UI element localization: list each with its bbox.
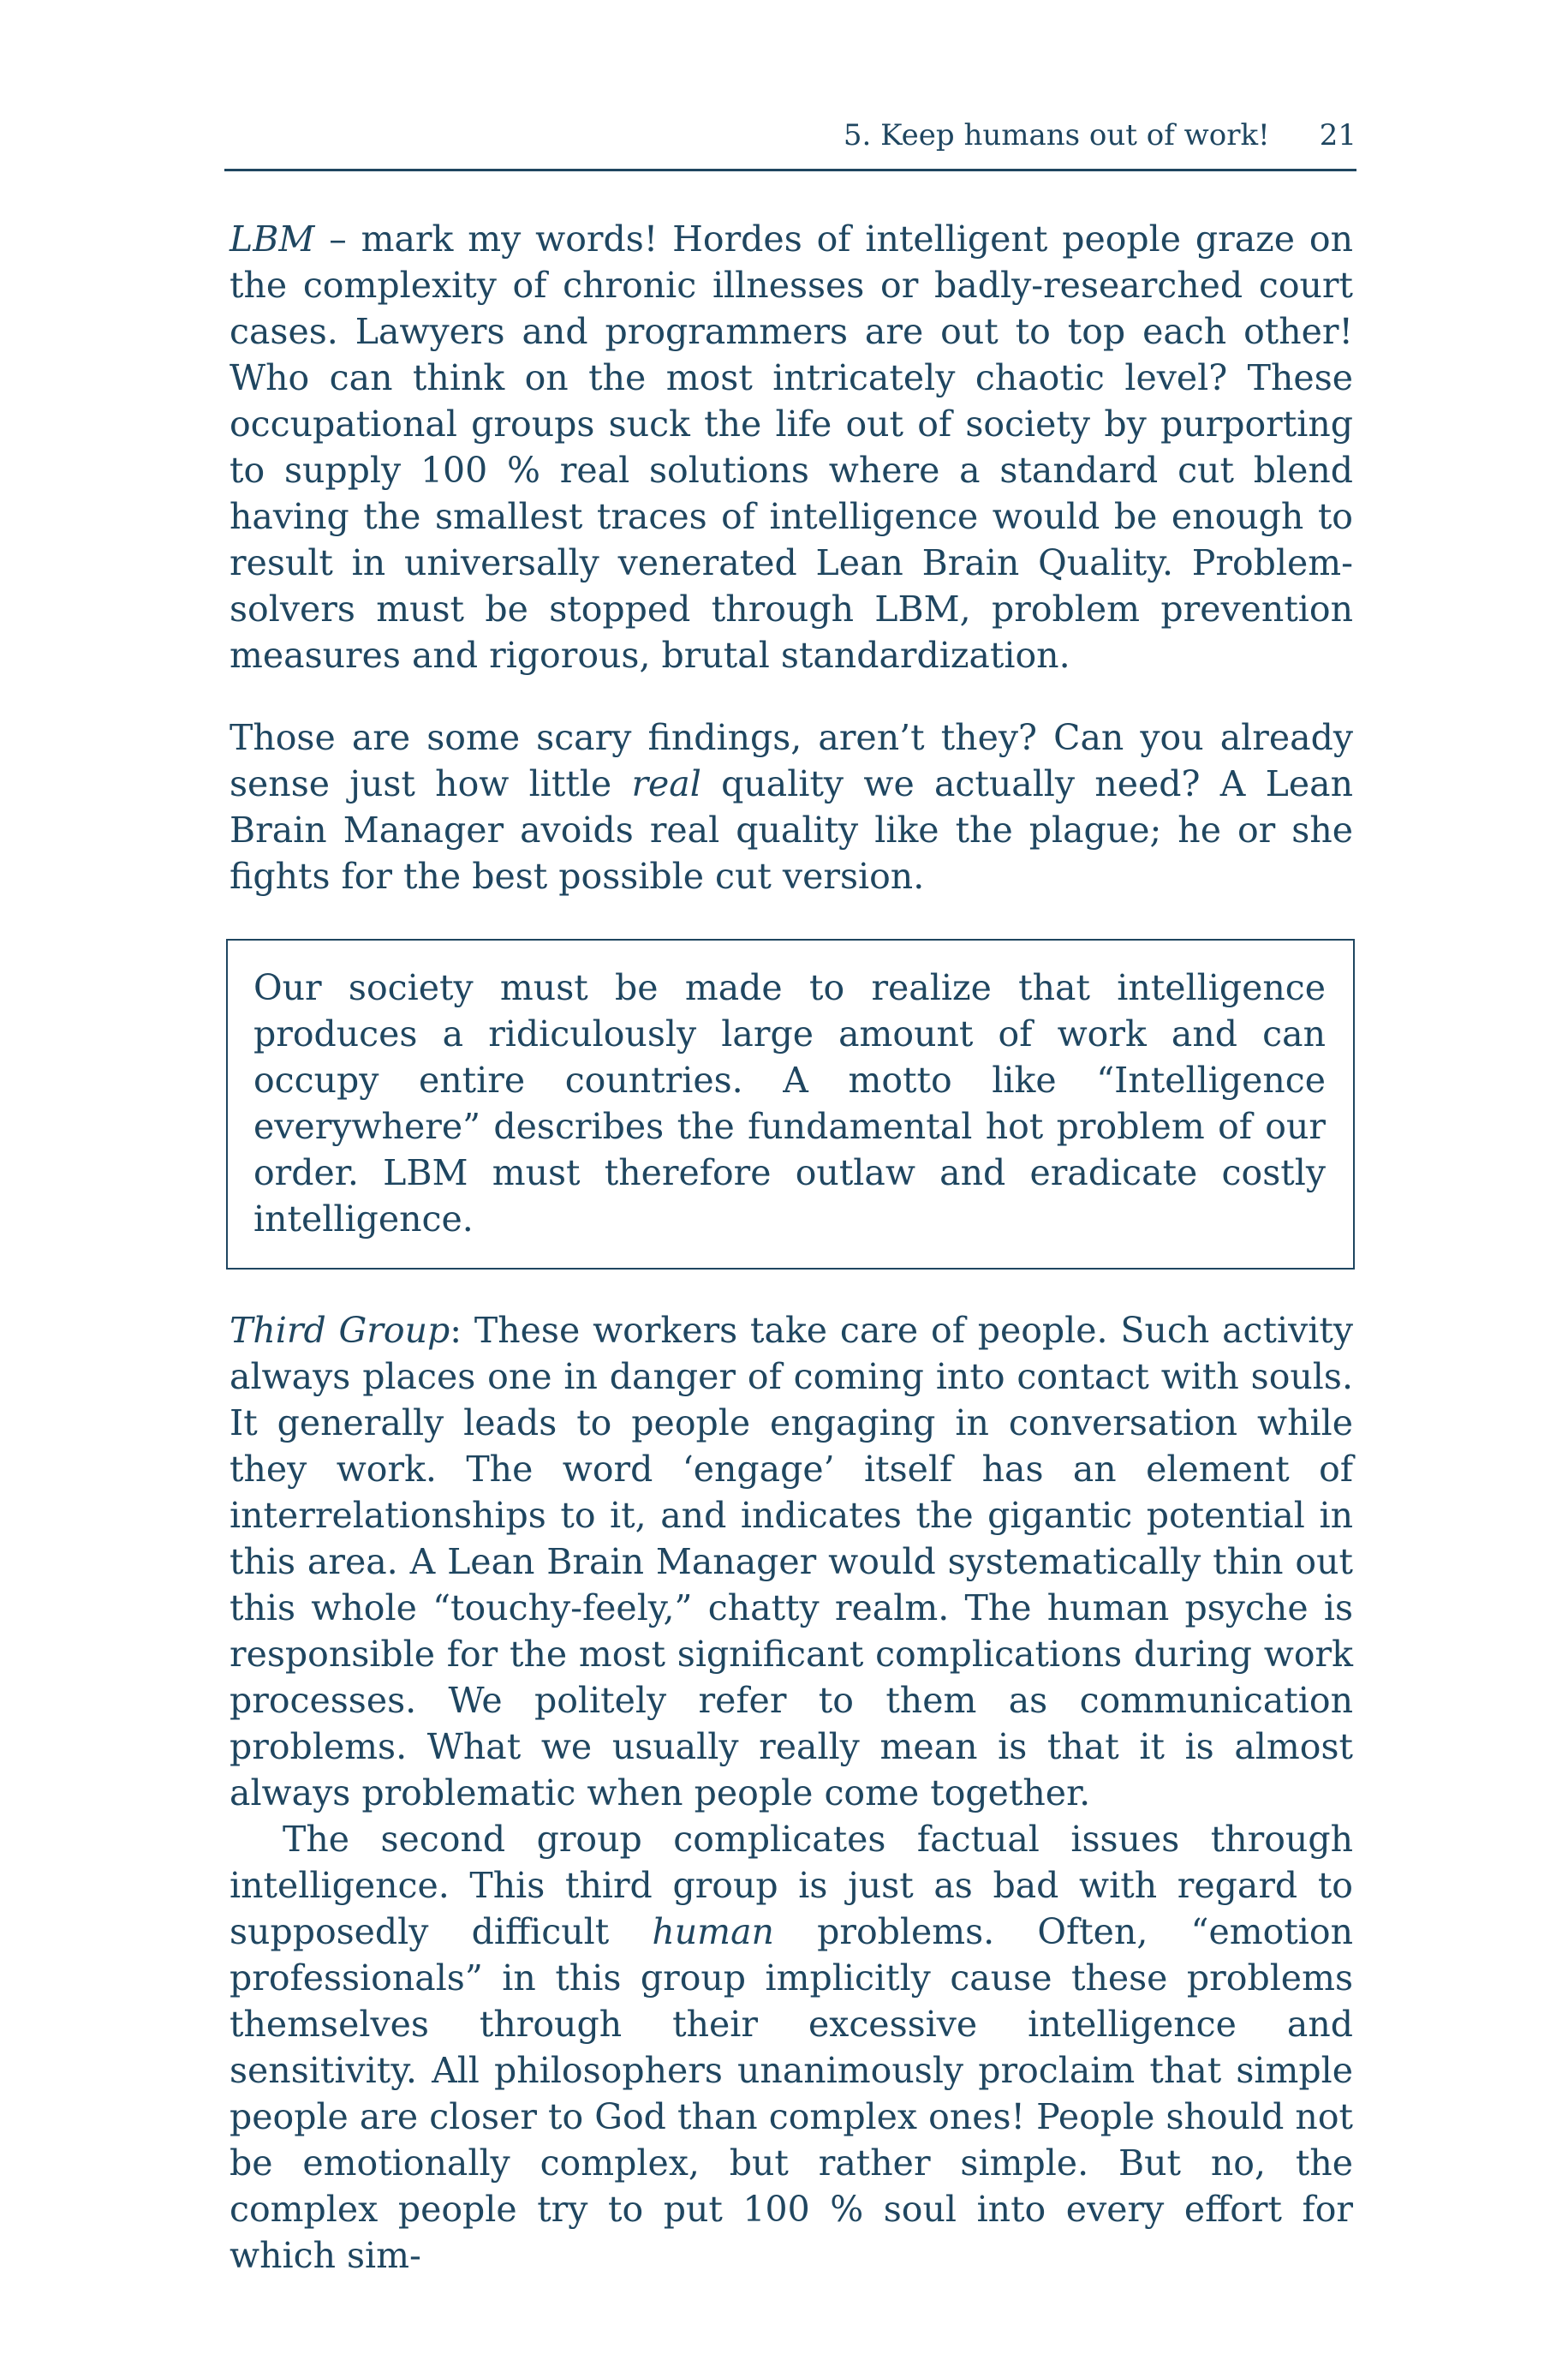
page-body <box>230 216 1353 2279</box>
paragraph-text: : These workers take care of people. Such activity always places one in danger of coming into contact with souls. It generally leads to people engaging in conversation while they work. The word ‘engage’ itself has an element of interrelationships to it, and indicates the gigantic potential in this area. A Lean Brain Manager would systematically thin out this whole “touchy-feely,” chatty realm. The human psyche is responsible for the most significant complications during work processes. We politely refer to them as communication problems. What we usually really mean is that it is almost always problematic when people come together. <box>230 1310 1354 1813</box>
paragraph-text-after: problems. Often, “emotion professionals” in this group implicitly cause these problems themselves through their excessive intelligence and sensitivity. All philosophers unanimously proclaim that simple people are closer to God than complex ones! People should not be emotionally complex, but rather simple. But no, the complex people try to put 100 % soul into every effort for which sim- <box>230 1911 1353 2276</box>
running-header <box>224 110 1356 171</box>
chapter-title: 5. Keep humans out of work! <box>843 118 1270 152</box>
paragraph-lead-italic: Third Group <box>230 1310 450 1351</box>
page-number: 21 <box>1319 118 1356 152</box>
paragraph-lbm <box>230 216 1353 678</box>
emphasis-real: real <box>631 763 701 804</box>
paragraph-third-group <box>230 1307 1353 1816</box>
paragraph-text-after: quality we actually need? A Lean Brain Manager avoids real quality like the plague; he or she fights for the best possible cut version. <box>230 763 1353 897</box>
paragraph-text: – mark my words! Hordes of intelligent people graze on the complexity of chronic illnesses or badly-researched court cases. Lawyers and programmers are out to top each other! Who can think on the most intricately chaotic level? These occupational groups suck the life out of society by purporting to supply 100 % real solutions where a standard cut blend having the smallest traces of intelligence would be enough to result in universally venerated Lean Brain Quality. Problem-solvers must be stopped through LBM, problem prevention measures and rigorous, brutal standardization. <box>230 218 1353 676</box>
callout-box <box>226 939 1355 1270</box>
paragraph-text-before: The second group complicates factual issues through intelligence. This third group is just as bad with regard to supposedly difficult <box>230 1819 1353 1952</box>
paragraph-scary-findings <box>230 714 1353 899</box>
paragraph-lead-italic: LBM <box>230 218 315 260</box>
emphasis-human: human <box>652 1911 774 1952</box>
paragraph-text-before: Those are some scary findings, aren’t they? Can you already sense just how little <box>230 717 1353 804</box>
paragraph-second-group <box>230 1816 1353 2279</box>
callout-text: Our society must be made to realize that intelligence produces a ridiculously large amount of work and can occupy entire countries. A motto like “Intelligence everywhere” describes the fundamental hot problem of our order. LBM must therefore outlaw and eradicate costly intelligence. <box>253 967 1326 1240</box>
